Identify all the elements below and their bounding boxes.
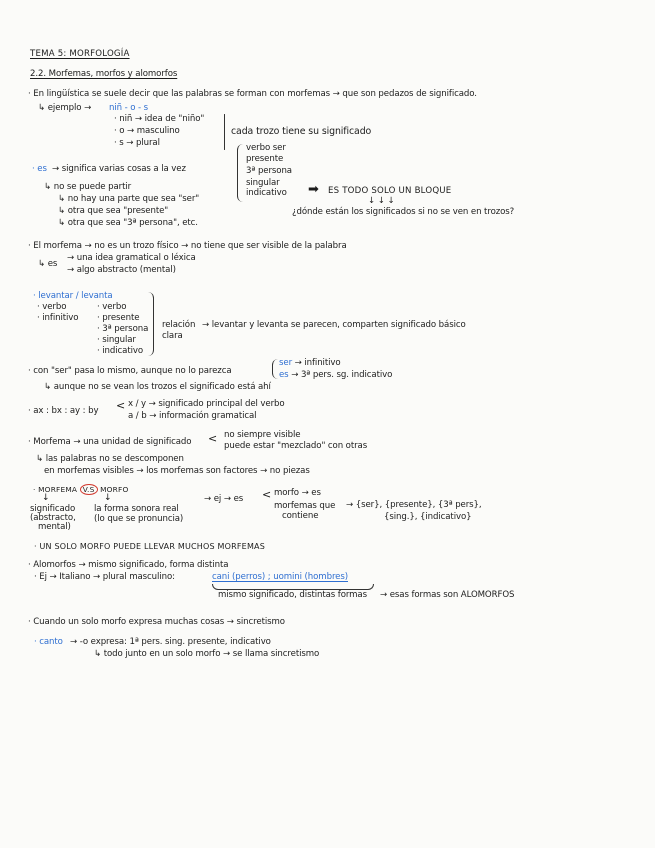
note-line: mismo significado, distintas formas [218,590,367,600]
list-item: · indicativo [97,346,144,356]
section-subheading: 2.2. Morfemas, morfos y alomorfos [30,69,178,79]
list-item: · singular [97,335,136,345]
list-item: 3ª persona [246,166,292,176]
curly-brace [272,359,278,379]
example-word: niñ - o - s [109,103,149,113]
note-line: · ax : bx : ay : by [28,406,99,416]
curly-brace [224,114,230,150]
note-line: x / y → significado principal del verbo [128,399,285,409]
less-than-icon: < [262,488,272,501]
note-line: → levantar y levanta se parecen, comparten significado básico [202,320,466,330]
list-item: indicativo [246,188,287,198]
note-line: es → 3ª pers. sg. indicativo [279,370,393,380]
note-line: → una idea gramatical o léxica [67,253,196,263]
note-line: puede estar "mezclado" con otras [224,441,368,451]
note-line: ↳ todo junto en un solo morfo → se llama sincretismo [94,649,320,659]
note-line: cada trozo tiene su significado [231,126,372,137]
note-line: (lo que se pronuncia) [94,514,184,524]
note-line: contiene [282,511,319,521]
note-line: relación [162,320,196,330]
less-than-icon: < [116,399,126,412]
note-line: · En lingüística se suele decir que las palabras se forman con morfemas → que son pedazos de significado. [28,89,477,99]
list-item: verbo ser [246,143,286,153]
note-line: · Morfema → una unidad de significado [28,437,192,447]
note-line: la forma sonora real [94,504,179,514]
vs-circle: V.S [80,484,98,495]
note-line: ↳ otra que sea "3ª persona", etc. [58,218,198,228]
note-line: clara [162,331,183,341]
list-item: · 3ª persona [97,324,149,334]
note-line: ES TODO SOLO UN BLOQUE [328,186,452,196]
note-line: · El morfema → no es un trozo físico → no tiene que ser visible de la palabra [28,241,347,251]
note-line: · o → masculino [114,126,180,136]
note-line: · s → plural [114,138,160,148]
note-line: → significa varias cosas a la vez [52,164,186,174]
list-item: · verbo [37,302,67,312]
list-item: singular [246,178,280,188]
note-line: (abstracto, [30,513,76,523]
note-line: en morfemas visibles → los morfemas son factores → no piezas [44,466,310,476]
note-line: ¿dónde están los significados si no se ven en trozos? [292,207,515,217]
note-line: → algo abstracto (mental) [67,265,176,275]
note-line: ↓ ↓ ↓ [368,196,395,206]
note-line: ↳ no se puede partir [44,182,132,192]
label-morfo: MORFO [100,485,129,494]
note-line: → -o expresa: 1ª pers. sing. presente, indicativo [70,637,271,647]
note-line: ser → infinitivo [279,358,341,368]
note-line: significado [30,504,76,514]
down-arrow-icon: ↓ [104,493,112,503]
list-item: · verbo [97,302,127,312]
note-line: → esas formas son ALOMORFOS [380,590,515,600]
example-word: · es [32,164,47,174]
note-line: → {ser}, {presente}, {3ª pers}, [346,500,482,510]
example-word: · levantar / levanta [33,291,113,301]
note-line: · Cuando un solo morfo expresa muchas cosas → sincretismo [28,617,285,627]
note-line: morfo → es [274,488,321,498]
list-item: presente [246,154,284,164]
down-arrow-icon: ↓ [42,493,50,503]
bold-arrow-icon: ➡ [308,182,319,197]
page-heading: TEMA 5: MORFOLOGÍA [30,49,130,59]
note-line: ↳ es [38,259,58,269]
note-line: mental) [38,522,71,532]
note-line: ↳ ejemplo → [38,103,92,113]
note-line: ↳ otra que sea "presente" [58,206,169,216]
less-than-icon: < [208,432,218,445]
example-words: cani (perros) ; uomini (hombres) [212,572,348,582]
note-line: morfemas que [274,501,336,511]
note-line: · Ej → Italiano → plural masculino: [34,572,175,582]
list-item: · infinitivo [37,313,79,323]
label-morfema: · MORFEMA [33,485,78,494]
note-line: no siempre visible [224,430,301,440]
note-line: a / b → información gramatical [128,411,257,421]
note-line: · Alomorfos → mismo significado, forma distinta [28,560,229,570]
note-line: {sing.}, {indicativo} [384,512,472,522]
curly-brace [237,144,243,202]
note-line: → ej → es [204,494,244,504]
note-line: · niñ → idea de "niño" [114,114,205,124]
note-line: ↳ no hay una parte que sea "ser" [58,194,200,204]
example-word: · canto [34,637,63,647]
note-line: ↳ las palabras no se descomponen [36,454,184,464]
note-line: ↳ aunque no se vean los trozos el significado está ahí [44,382,271,392]
note-line: · con "ser" pasa lo mismo, aunque no lo parezca [28,366,232,376]
curly-brace [148,292,154,356]
note-line: · UN SOLO MORFO PUEDE LLEVAR MUCHOS MORFEMAS [34,542,265,551]
list-item: · presente [97,313,140,323]
